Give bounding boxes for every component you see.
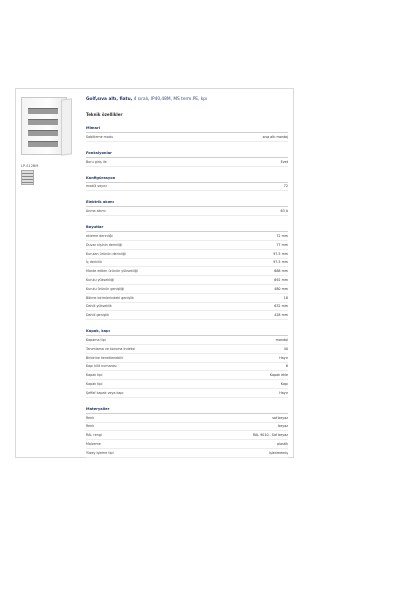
spec-label: Bölme birimlerindeki genişlik: [86, 295, 134, 300]
spec-label: Kapak tipi: [86, 382, 103, 387]
spec-label: Tanımlama ve koruma indeksi: [86, 346, 136, 351]
product-thumbnail[interactable]: [21, 170, 34, 185]
spec-row: [86, 380, 288, 389]
spec-label: Yüzey işleme tipi: [86, 450, 114, 455]
spec-row: [86, 259, 288, 268]
spec-row: [86, 303, 288, 312]
spec-row: [86, 183, 288, 192]
spec-row: [86, 345, 288, 354]
spec-row: [86, 232, 288, 241]
spec-row: [86, 414, 288, 423]
section-title: Konfigürasyon: [86, 176, 288, 183]
spec-row: [86, 158, 288, 167]
spec-label: Duvar nişinin derinliği: [86, 242, 123, 247]
spec-section: [86, 126, 288, 142]
spec-row: [86, 276, 288, 285]
spec-row: [86, 294, 288, 303]
spec-value: Hayır: [279, 355, 288, 360]
spec-row: [86, 449, 288, 458]
section-title: Mimari: [86, 126, 288, 133]
spec-value: 692 mm: [274, 278, 288, 283]
spec-value: 18: [283, 295, 288, 300]
spec-value: Kapı: [280, 382, 288, 387]
spec-label: Sabitleme modu: [86, 134, 114, 139]
spec-label: Boru giriş ile: [86, 159, 107, 164]
din-rail: [28, 108, 58, 114]
spec-row: [86, 336, 288, 345]
spec-section: [86, 151, 288, 167]
spec-value: Kapak ekle: [269, 373, 288, 378]
spec-value: sıva altı montaj: [262, 134, 288, 139]
spec-row: [86, 241, 288, 250]
spec-row: [86, 285, 288, 294]
spec-row: [86, 363, 288, 372]
spec-row: [86, 267, 288, 276]
product-thumb-label: LP-S12BM: [21, 164, 39, 168]
spec-value: Evet: [280, 159, 288, 164]
spec-sections: [86, 126, 288, 458]
spec-row: [86, 133, 288, 142]
spec-value: 72 mm: [276, 234, 288, 239]
spec-row: [86, 311, 288, 320]
spec-section: [86, 200, 288, 216]
spec-value: Hayır: [279, 390, 288, 395]
spec-label: Kapı kilit numarası: [86, 364, 117, 369]
section-title: Kapak, kapı: [86, 329, 288, 336]
din-rail: [28, 119, 58, 125]
spec-value: 97.5 mm: [273, 251, 288, 256]
spec-row: [86, 423, 288, 432]
specs-heading: Teknik özellikler: [86, 112, 123, 117]
spec-label: Birbirine kenetlenebilir: [86, 355, 124, 360]
spec-label: Şeffaf kapak veya kapı: [86, 390, 124, 395]
section-title: Materyaller: [86, 407, 288, 414]
spec-value: plastik: [277, 442, 288, 447]
spec-content: [86, 97, 288, 458]
product-image-column: [21, 97, 71, 185]
product-datasheet: [15, 88, 294, 458]
spec-section: [86, 225, 288, 320]
product-name-bold: Golf,sıva altı, fiatu,: [86, 97, 133, 102]
spec-label: Kapak tipi: [86, 373, 103, 378]
spec-value: 6: [285, 364, 288, 369]
spec-label: Renk: [86, 415, 95, 420]
spec-row: [86, 431, 288, 440]
spec-label: Dahili yükseklik: [86, 304, 112, 309]
product-name-rest: 4 sıralı, IP40,48M, MS term.PE, kpı: [133, 97, 208, 102]
spec-value: 632 mm: [274, 304, 288, 309]
spec-value: 63 A: [280, 209, 288, 214]
spec-label: Renk: [86, 424, 95, 429]
spec-value: 688 mm: [274, 269, 288, 274]
spec-section: [86, 329, 288, 398]
spec-value: 480 mm: [274, 286, 288, 291]
spec-row: [86, 207, 288, 216]
spec-value: saf beyaz: [272, 415, 288, 420]
spec-label: Kurulu yüksekliği: [86, 278, 115, 283]
spec-label: Kapama tipi: [86, 338, 106, 343]
spec-value: 428 mm: [274, 313, 288, 318]
spec-row: [86, 354, 288, 363]
spec-label: modül sayısı: [86, 184, 107, 189]
section-title: Elektrik akımı: [86, 200, 288, 207]
spec-section: [86, 407, 288, 458]
spec-value: 72: [283, 184, 288, 189]
spec-label: Dahili genişlik: [86, 313, 110, 318]
spec-row: [86, 440, 288, 449]
spec-label: Anma akımı: [86, 209, 106, 214]
spec-row: [86, 250, 288, 259]
din-rail: [28, 141, 58, 147]
spec-value: beyaz: [278, 424, 288, 429]
din-rail: [28, 130, 58, 136]
spec-value: işlenmemiş: [269, 450, 288, 455]
spec-label: RAL rengi: [86, 433, 102, 438]
spec-section: [86, 176, 288, 192]
spec-value: 40: [283, 346, 288, 351]
spec-label: Monte edilen ürünün yüksekliği: [86, 269, 138, 274]
section-title: Fonksiyonlar: [86, 151, 288, 158]
section-title: Boyutlar: [86, 225, 288, 232]
spec-value: RAL 9010 - Saf beyaz: [252, 433, 288, 438]
spec-label: ekleme derinliği: [86, 234, 113, 239]
spec-value: 97.5 mm: [273, 260, 288, 265]
spec-value: 77 mm: [276, 242, 288, 247]
spec-label: Kurulan ürünün derinliği: [86, 251, 126, 256]
product-image: [21, 97, 67, 155]
product-title: [86, 97, 288, 103]
cabinet-door: [61, 98, 72, 156]
spec-label: İç derinlik: [86, 260, 103, 265]
spec-row: [86, 371, 288, 380]
spec-label: Malzeme: [86, 442, 101, 447]
spec-label: Kurulu ürünün genişliği: [86, 286, 125, 291]
spec-row: [86, 389, 288, 398]
spec-value: mandal: [275, 338, 288, 343]
